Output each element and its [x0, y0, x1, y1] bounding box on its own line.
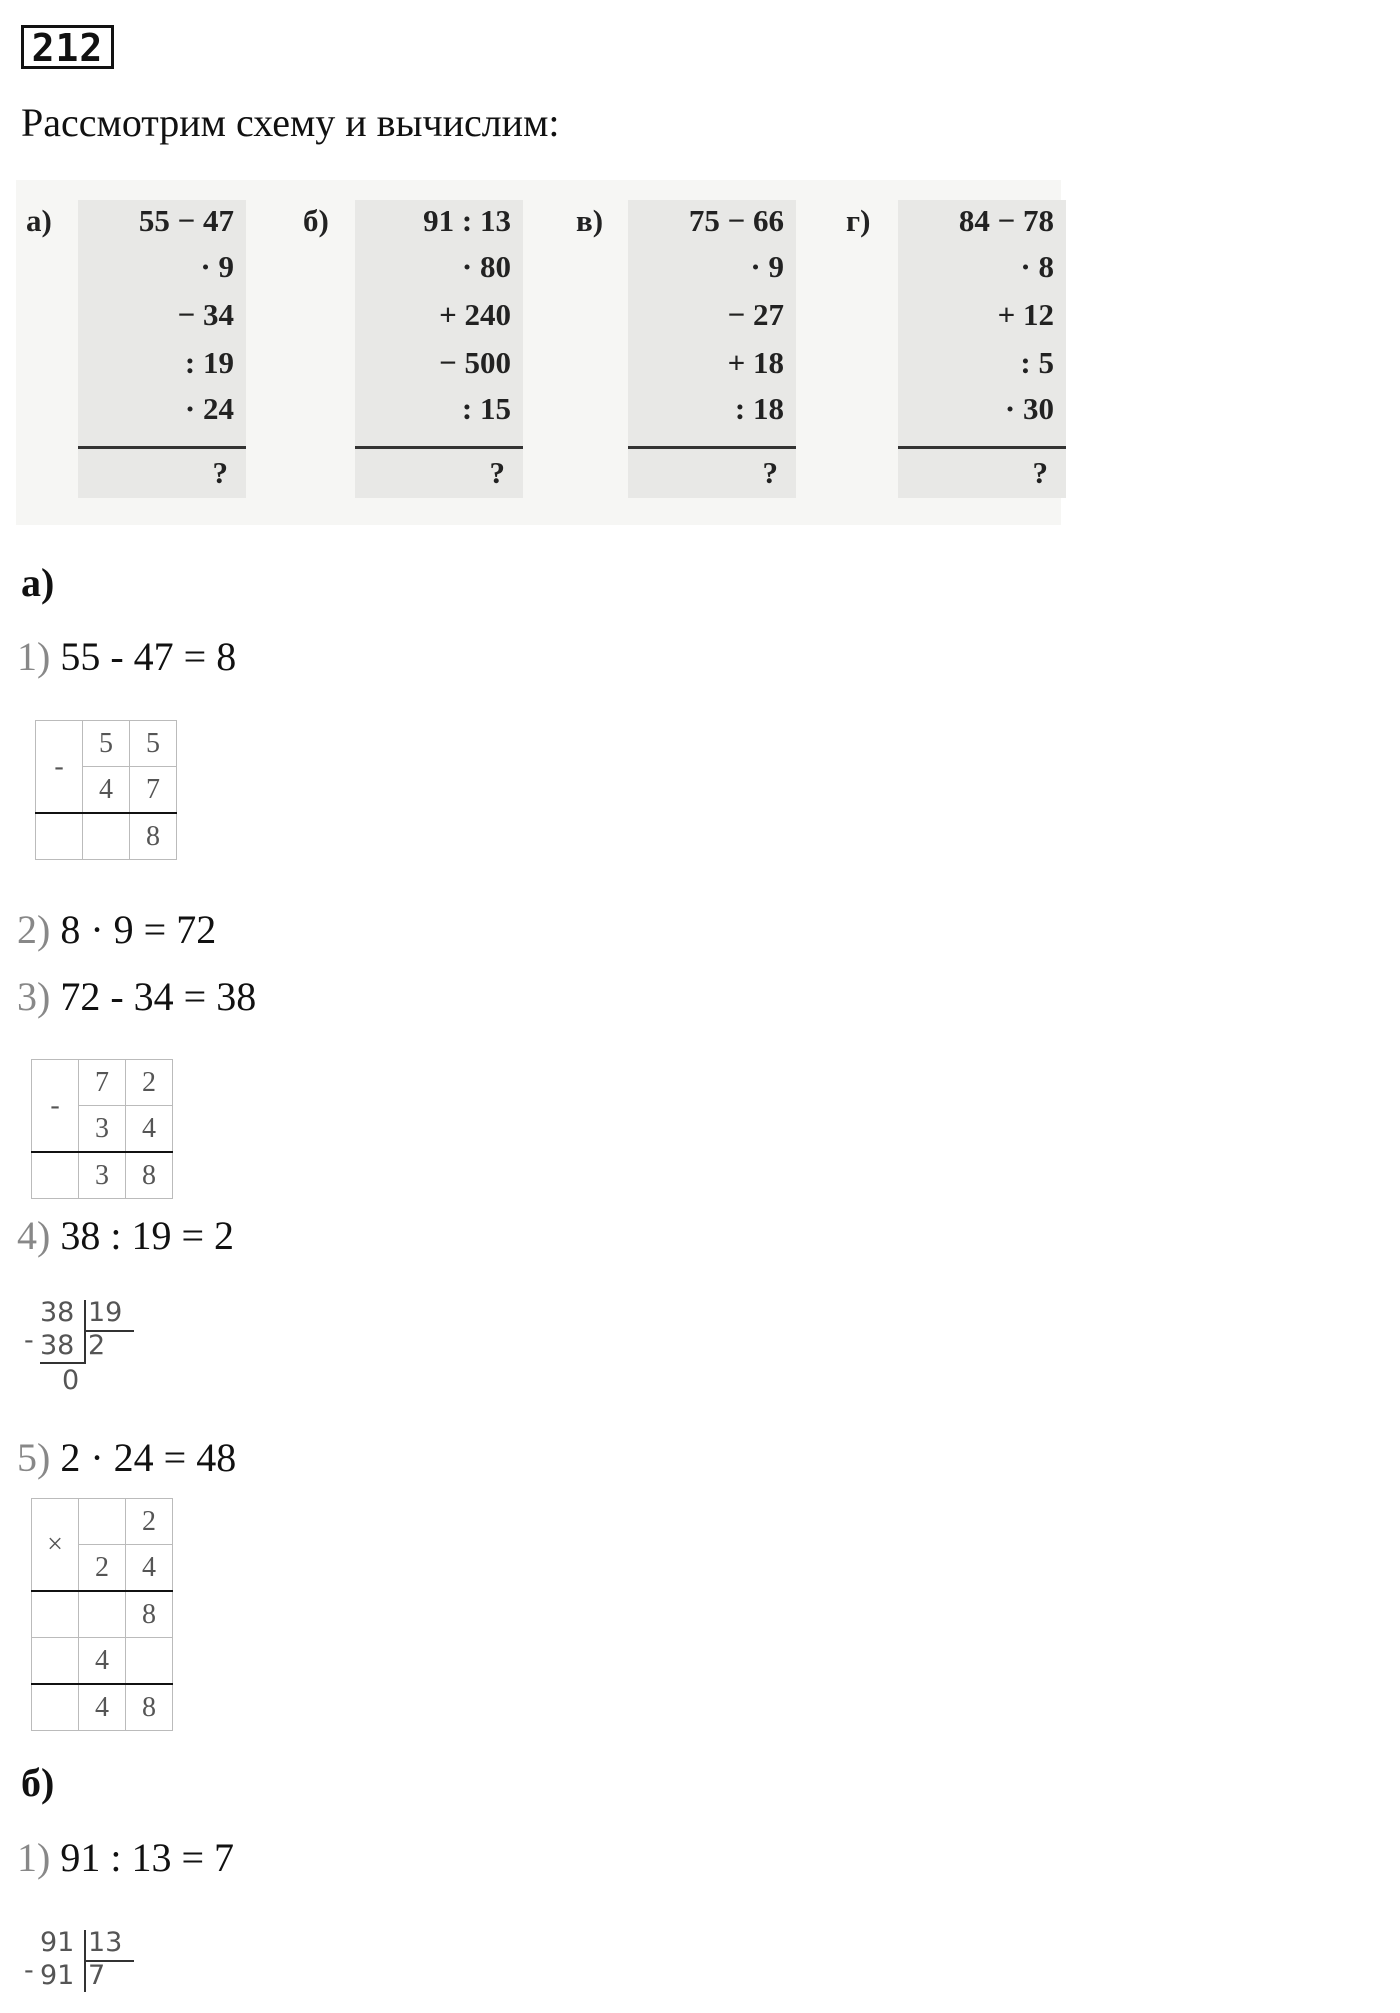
division-sign: -	[24, 1325, 34, 1356]
step-expression: 91 : 13 = 7	[60, 1835, 234, 1880]
scheme-column-label: в)	[576, 203, 604, 238]
step-expression: 55 - 47 = 8	[60, 634, 237, 679]
scheme-panel	[16, 180, 1061, 525]
calc-digit: 4	[79, 1684, 126, 1731]
scheme-op: · 30	[1004, 391, 1054, 426]
calc-digit: 8	[126, 1152, 173, 1199]
calc-digit: 8	[126, 1684, 173, 1731]
calc-digit	[32, 1684, 79, 1731]
calc-digit: 2	[126, 1060, 173, 1106]
calc-digit: 7	[130, 767, 177, 814]
scheme-head: 84 − 78	[958, 203, 1054, 238]
scheme-result-line	[898, 446, 1066, 449]
calc-digit: 4	[126, 1545, 173, 1592]
scheme-op: − 34	[177, 297, 234, 332]
division-underline	[40, 1362, 86, 1364]
scheme-column-label: г)	[846, 203, 871, 238]
calc-digit	[32, 1591, 79, 1638]
calc-digit: 7	[79, 1060, 126, 1106]
calc-digit: 2	[126, 1499, 173, 1545]
division-divisor: 19	[88, 1297, 123, 1328]
calc-digit: 2	[79, 1545, 126, 1592]
scheme-head: 75 − 66	[688, 203, 784, 238]
scheme-column-label: а)	[26, 203, 52, 238]
scheme-result: ?	[212, 455, 228, 490]
task-number: 212	[21, 25, 114, 69]
division-dividend: 38	[40, 1297, 75, 1328]
solution-a-step-5	[17, 1435, 236, 1481]
calc-digit: 5	[130, 721, 177, 767]
scheme-result-line	[78, 446, 246, 449]
calc-digit	[32, 1152, 79, 1199]
scheme-result: ?	[1032, 455, 1048, 490]
scheme-op: + 240	[439, 297, 511, 332]
scheme-op: · 24	[184, 391, 234, 426]
scheme-op: · 8	[1020, 249, 1054, 284]
step-expression: 38 : 19 = 2	[60, 1213, 234, 1258]
solution-a-step-1	[17, 634, 236, 680]
solution-a-title: а)	[21, 560, 55, 605]
calc-digit: 3	[79, 1152, 126, 1199]
calc-digit	[126, 1638, 173, 1685]
division-divisor: 13	[88, 1927, 123, 1958]
step-number: 2)	[17, 907, 51, 952]
calc-sign: -	[36, 721, 83, 814]
scheme-column-body	[355, 200, 523, 498]
solution-b-title: б)	[21, 1760, 55, 1805]
calc-digit	[79, 1591, 126, 1638]
scheme-op: − 500	[439, 345, 511, 380]
calc-digit: 4	[83, 767, 130, 814]
long-division-b1	[24, 1928, 144, 2008]
calc-sign: -	[32, 1060, 79, 1153]
scheme-column-body	[628, 200, 796, 498]
scheme-head: 91 : 13	[423, 203, 511, 238]
scheme-result-line	[355, 446, 523, 449]
step-number: 4)	[17, 1213, 51, 1258]
solution-a-step-4	[17, 1213, 234, 1259]
scheme-op: : 18	[734, 391, 784, 426]
division-dividend: 91	[40, 1927, 75, 1958]
division-sign: -	[24, 1955, 34, 1986]
task-intro: Рассмотрим схему и вычислим:	[21, 100, 560, 145]
calc-digit: 4	[79, 1638, 126, 1685]
scheme-column-body	[898, 200, 1066, 498]
scheme-op: · 9	[750, 249, 784, 284]
division-subtract: 91	[40, 1960, 75, 1991]
scheme-op: − 27	[727, 297, 784, 332]
step-number: 1)	[17, 634, 51, 679]
scheme-result-line	[628, 446, 796, 449]
solution-b-step-1	[17, 1835, 234, 1881]
scheme-head: 55 − 47	[138, 203, 234, 238]
division-remainder: 0	[62, 1365, 80, 1396]
solution-a-step-3	[17, 974, 256, 1020]
calc-digit	[79, 1499, 126, 1545]
division-subtract: 38	[40, 1330, 75, 1361]
step-expression: 72 - 34 = 38	[60, 974, 257, 1019]
long-division-4	[24, 1298, 144, 1418]
calc-digit	[32, 1638, 79, 1685]
scheme-result: ?	[762, 455, 778, 490]
calc-digit	[36, 813, 83, 860]
scheme-op: : 5	[1020, 345, 1054, 380]
step-number: 1)	[17, 1835, 51, 1880]
column-calc-1	[35, 720, 177, 860]
calc-digit	[83, 813, 130, 860]
column-calc-5	[31, 1498, 173, 1731]
division-quotient: 7	[88, 1960, 106, 1991]
calc-digit: 4	[126, 1106, 173, 1153]
scheme-result: ?	[489, 455, 505, 490]
step-expression: 2 · 24 = 48	[60, 1435, 237, 1480]
step-number: 3)	[17, 974, 51, 1019]
scheme-column-label: б)	[303, 203, 329, 238]
scheme-op: : 19	[184, 345, 234, 380]
calc-digit: 8	[130, 813, 177, 860]
calc-sign: ×	[32, 1499, 79, 1592]
scheme-column-body	[78, 200, 246, 498]
calc-digit: 3	[79, 1106, 126, 1153]
scheme-op: + 18	[727, 345, 784, 380]
calc-digit: 5	[83, 721, 130, 767]
division-quotient: 2	[88, 1330, 106, 1361]
scheme-op: : 15	[461, 391, 511, 426]
calc-digit: 8	[126, 1591, 173, 1638]
scheme-op: + 12	[997, 297, 1054, 332]
column-calc-3	[31, 1059, 173, 1199]
step-number: 5)	[17, 1435, 51, 1480]
solution-a-step-2	[17, 907, 216, 953]
scheme-op: · 80	[461, 249, 511, 284]
scheme-op: · 9	[200, 249, 234, 284]
step-expression: 8 · 9 = 72	[60, 907, 217, 952]
